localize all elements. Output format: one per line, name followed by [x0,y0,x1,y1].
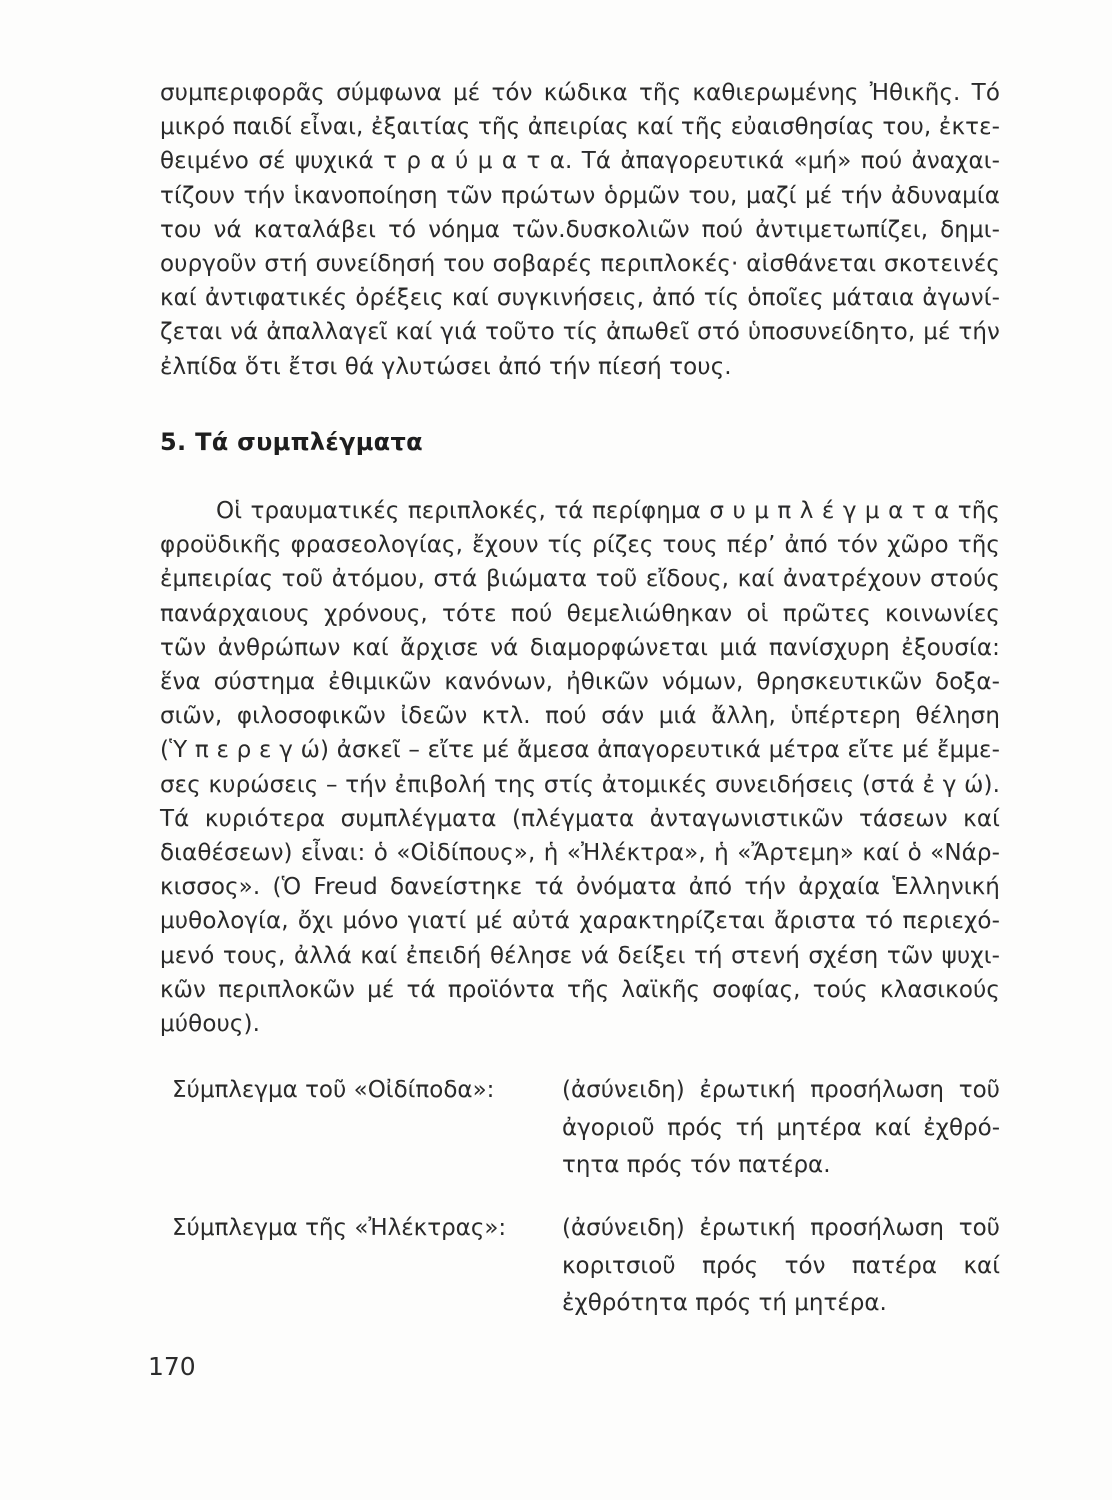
text-line: μυθολογία, ὄχι μόνο γιατί μέ αὐτά χαρακτηρίζεται ἄριστα τό περιεχό- [160,908,1000,935]
section-heading: 5. Τά συμπλέγματα [160,428,423,456]
text-line: κῶν περιπλοκῶν μέ τά προϊόντα τῆς λαϊκῆς σοφίας, τούς κλασικούς [160,976,1000,1003]
text-line: τίζουν τήν ἱκανοποίηση τῶν πρώτων ὁρμῶν του, μαζί μέ τήν ἀδυναμία [160,182,1000,209]
text-line: διαθέσεων) εἶναι: ὁ «Οἰδίπους», ἡ «Ἠλέκτρα», ἡ «Ἄρτεμη» καί ὁ «Νάρ- [160,840,1000,867]
page-number: 170 [148,1352,196,1381]
text-line: τητα πρός τόν πατέρα. [562,1152,831,1178]
text-line: ζεται νά ἀπαλλαγεῖ καί γιά τοῦτο τίς ἀπωθεῖ στό ὑποσυνείδητο, μέ τήν [160,319,1000,346]
text-line: Οἱ τραυματικές περιπλοκές, τά περίφημα σ υ μ π λ έ γ μ α τ α τῆς [216,498,1000,524]
complex-label: Σύμπλεγμα τοῦ «Οἰδίποδα»: [172,1077,495,1103]
text-line: ἐχθρότητα πρός τή μητέρα. [562,1290,887,1316]
text-line: ἐμπειρίας τοῦ ἀτόμου, στά βιώματα τοῦ εἴδους, καί ἀνατρέχουν στούς [160,566,1000,593]
text-line: τῶν ἀνθρώπων καί ἄρχισε νά διαμορφώνεται μιά πανίσχυρη ἐξουσία: [160,634,1000,661]
body-paragraph-1 [160,76,1000,384]
text-line: μύθους). [160,1011,260,1038]
complex-description [562,1072,1000,1185]
body-paragraph-2 [160,494,1000,1041]
text-line: κισσος». (Ὁ Freud δανείστηκε τά ὀνόματα ἀπό τήν ἀρχαία Ἑλληνική [160,874,1000,901]
text-line: μενό τους, ἀλλά καί ἐπειδή θέλησε νά δείξει τή στενή σχέση τῶν ψυχι- [160,942,1000,969]
text-line: ουργοῦν στή συνείδησή του σοβαρές περιπλοκές· αἰσθάνεται σκοτεινές [160,251,1000,278]
complex-description [562,1210,1000,1323]
text-line: (ἀσύνειδη) ἐρωτική προσήλωση τοῦ [562,1077,1000,1103]
text-line: συμπεριφορᾶς σύμφωνα μέ τόν κώδικα τῆς καθιερωμένης Ἠθικῆς. Τό [160,80,1000,106]
text-line: καί ἀντιφατικές ὀρέξεις καί συγκινήσεις, ἀπό τίς ὁποῖες μάταια ἀγωνί- [160,285,1000,312]
text-line: σες κυρώσεις – τήν ἐπιβολή της στίς ἀτομικές συνειδήσεις (στά ἐ γ ώ). [160,771,1000,798]
text-line: ἀγοριοῦ πρός τή μητέρα καί ἐχθρό- [562,1114,1000,1141]
text-line: Τά κυριότερα συμπλέγματα (πλέγματα ἀνταγωνιστικῶν τάσεων καί [160,805,1000,832]
text-line: σιῶν, φιλοσοφικῶν ἰδεῶν κτλ. πού σάν μιά ἄλλη, ὑπέρτερη θέληση [160,703,1000,730]
text-line: ἕνα σύστημα ἐθιμικῶν κανόνων, ἠθικῶν νόμων, θρησκευτικῶν δοξα- [160,669,1000,696]
text-line: μικρό παιδί εἶναι, ἐξαιτίας τῆς ἀπειρίας καί τῆς εὐαισθησίας του, ἐκτε- [160,114,1000,141]
complex-label: Σύμπλεγμα τῆς «Ἠλέκτρας»: [172,1215,507,1241]
text-line: (Ὑ π ε ρ ε γ ώ) ἀσκεῖ – εἴτε μέ ἄμεσα ἀπαγορευτικά μέτρα εἴτε μέ ἔμμε- [160,737,1000,764]
text-line: του νά καταλάβει τό νόημα τῶν.δυσκολιῶν πού ἀντιμετωπίζει, δημι- [160,216,1000,243]
text-line: ἐλπίδα ὅτι ἔτσι θά γλυτώσει ἀπό τήν πίεσή τους. [160,353,732,380]
text-line: πανάρχαιους χρόνους, τότε πού θεμελιώθηκαν οἱ πρῶτες κοινωνίες [160,600,1000,627]
text-line: φροϋδικῆς φρασεολογίας, ἔχουν τίς ρίζες τους πέρ’ ἀπό τόν χῶρο τῆς [160,532,1000,559]
text-line: κοριτσιοῦ πρός τόν πατέρα καί [562,1252,1000,1279]
text-line: θειμένο σέ ψυχικά τ ρ α ύ μ α τ α. Τά ἀπαγορευτικά «μή» πού ἀναχαι- [160,148,1000,175]
text-line: (ἀσύνειδη) ἐρωτική προσήλωση τοῦ [562,1215,1000,1241]
